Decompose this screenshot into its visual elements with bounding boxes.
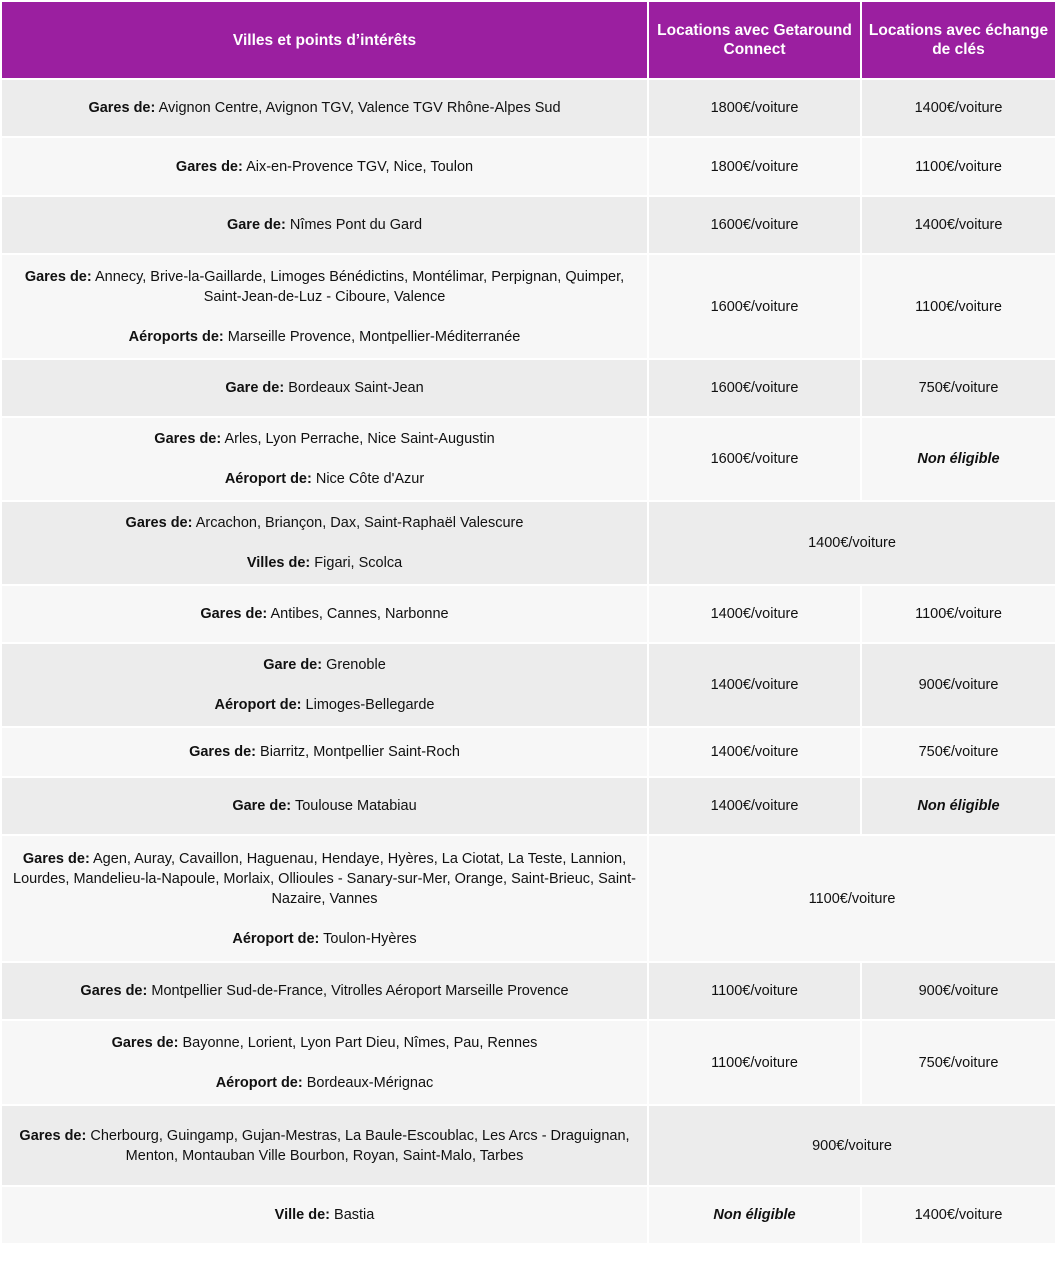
location-group bbox=[8, 513, 641, 533]
table-header-row bbox=[2, 2, 1055, 78]
price-connect-cell: 1600€/voiture bbox=[649, 197, 860, 253]
price-connect-cell: Non éligible bbox=[649, 1187, 860, 1243]
location-names: Limoges-Bellegarde bbox=[305, 697, 435, 713]
location-cell bbox=[2, 197, 647, 253]
location-group bbox=[8, 378, 641, 398]
location-cell bbox=[2, 836, 647, 961]
location-names: Nice Côte d'Azur bbox=[315, 471, 425, 487]
location-names: Marseille Provence, Montpellier-Méditerranée bbox=[227, 328, 521, 345]
table-row bbox=[2, 197, 1055, 253]
location-group bbox=[8, 553, 641, 573]
location-group bbox=[8, 742, 641, 762]
location-cell bbox=[2, 728, 647, 776]
price-keys-cell: 1100€/voiture bbox=[862, 138, 1055, 195]
location-group bbox=[8, 604, 641, 624]
location-group bbox=[8, 429, 641, 449]
price-keys-cell: 1100€/voiture bbox=[862, 255, 1055, 358]
price-both-cell: 1400€/voiture bbox=[649, 502, 1055, 584]
location-type-label: Gares de: bbox=[189, 744, 256, 760]
location-type-label: Gares de: bbox=[125, 515, 193, 531]
location-names: Grenoble bbox=[326, 657, 386, 673]
price-keys-cell: 1400€/voiture bbox=[862, 1187, 1055, 1243]
location-cell bbox=[2, 138, 647, 195]
location-cell bbox=[2, 502, 647, 584]
location-names: Antibes, Cannes, Narbonne bbox=[270, 606, 449, 622]
table-row bbox=[2, 728, 1055, 776]
price-connect-cell: 1400€/voiture bbox=[649, 586, 860, 642]
location-type-label: Gares de: bbox=[154, 431, 222, 447]
location-group bbox=[8, 1033, 641, 1053]
location-group bbox=[8, 157, 641, 177]
location-type-label: Villes de: bbox=[246, 555, 311, 571]
price-connect-cell: 1400€/voiture bbox=[649, 728, 860, 776]
location-type-label: Gares de: bbox=[111, 1034, 179, 1051]
price-keys-cell: 1100€/voiture bbox=[862, 586, 1055, 642]
header-key-exchange: Locations avec échange de clés bbox=[862, 2, 1055, 78]
location-type-label: Gare de: bbox=[232, 798, 292, 814]
location-names: Bordeaux Saint-Jean bbox=[288, 380, 424, 396]
table-row bbox=[2, 80, 1055, 136]
location-type-label: Gare de: bbox=[226, 217, 286, 233]
location-names: Toulouse Matabiau bbox=[294, 798, 417, 814]
price-connect-cell: 1100€/voiture bbox=[649, 963, 860, 1019]
location-cell bbox=[2, 1106, 647, 1185]
location-group bbox=[8, 929, 641, 949]
location-cell bbox=[2, 255, 647, 358]
header-getaround-connect: Locations avec Getaround Connect bbox=[649, 2, 860, 78]
price-connect-cell: 1400€/voiture bbox=[649, 644, 860, 726]
location-names: Avignon Centre, Avignon TGV, Valence TGV Rhône-Alpes Sud bbox=[158, 100, 561, 116]
location-group bbox=[8, 1205, 641, 1225]
location-type-label: Ville de: bbox=[274, 1207, 330, 1223]
location-type-label: Gares de: bbox=[80, 983, 148, 999]
location-type-label: Aéroport de: bbox=[232, 930, 320, 947]
location-names: Biarritz, Montpellier Saint-Roch bbox=[260, 744, 460, 760]
price-keys-cell: 750€/voiture bbox=[862, 728, 1055, 776]
price-connect-cell: 1600€/voiture bbox=[649, 255, 860, 358]
price-keys-cell: 900€/voiture bbox=[862, 963, 1055, 1019]
location-type-label: Aéroport de: bbox=[215, 1074, 303, 1091]
location-group bbox=[8, 695, 641, 715]
location-cell bbox=[2, 644, 647, 726]
table-row bbox=[2, 836, 1055, 961]
location-group bbox=[8, 849, 641, 909]
location-names: Agen, Auray, Cavaillon, Haguenau, Hendaye, Hyères, La Ciotat, La Teste, Lannion, Lourdes, Mandelieu-la-Napoule, Morlaix, Ollioules - Sanary-sur-Mer, Orange, Saint-Brieuc, Saint-Nazaire, Vannes bbox=[13, 850, 636, 907]
price-keys-cell: 1400€/voiture bbox=[862, 80, 1055, 136]
price-connect-cell: 1800€/voiture bbox=[649, 80, 860, 136]
table-row bbox=[2, 1187, 1055, 1243]
location-type-label: Gares de: bbox=[22, 850, 90, 867]
price-keys-cell: 750€/voiture bbox=[862, 1021, 1055, 1104]
location-type-label: Gare de: bbox=[263, 657, 323, 673]
location-names: Nîmes Pont du Gard bbox=[289, 217, 423, 233]
location-type-label: Gares de: bbox=[19, 1127, 87, 1144]
location-names: Bayonne, Lorient, Lyon Part Dieu, Nîmes, Pau, Rennes bbox=[182, 1034, 538, 1051]
location-names: Arles, Lyon Perrache, Nice Saint-Augustin bbox=[224, 431, 495, 447]
location-cell bbox=[2, 360, 647, 416]
location-cell bbox=[2, 418, 647, 500]
table-row bbox=[2, 502, 1055, 584]
price-connect-cell: 1800€/voiture bbox=[649, 138, 860, 195]
location-names: Aix-en-Provence TGV, Nice, Toulon bbox=[246, 158, 474, 175]
location-group bbox=[8, 1073, 641, 1093]
location-group bbox=[8, 267, 641, 307]
price-connect-cell: 1600€/voiture bbox=[649, 418, 860, 500]
location-group bbox=[8, 469, 641, 489]
location-group bbox=[8, 796, 641, 816]
table-row bbox=[2, 1106, 1055, 1185]
table-row bbox=[2, 586, 1055, 642]
location-names: Cherbourg, Guingamp, Gujan-Mestras, La Baule-Escoublac, Les Arcs - Draguignan, Menton, Montauban Ville Bourbon, Royan, Saint-Malo, Tarbes bbox=[90, 1127, 630, 1164]
location-type-label: Gares de: bbox=[175, 158, 243, 175]
location-group bbox=[8, 655, 641, 675]
price-keys-cell: Non éligible bbox=[862, 418, 1055, 500]
location-cell bbox=[2, 586, 647, 642]
location-names: Figari, Scolca bbox=[314, 555, 403, 571]
location-cell bbox=[2, 1187, 647, 1243]
price-connect-cell: 1400€/voiture bbox=[649, 778, 860, 834]
table-row bbox=[2, 963, 1055, 1019]
table-row bbox=[2, 1021, 1055, 1104]
location-names: Toulon-Hyères bbox=[323, 930, 417, 947]
table-row bbox=[2, 138, 1055, 195]
location-names: Montpellier Sud-de-France, Vitrolles Aéroport Marseille Provence bbox=[151, 983, 569, 999]
location-type-label: Gares de: bbox=[200, 606, 268, 622]
header-cities: Villes et points d’intérêts bbox=[2, 2, 647, 78]
price-connect-cell: 1600€/voiture bbox=[649, 360, 860, 416]
price-keys-cell: 900€/voiture bbox=[862, 644, 1055, 726]
location-names: Bordeaux-Mérignac bbox=[306, 1074, 434, 1091]
location-group bbox=[8, 1126, 641, 1166]
location-cell bbox=[2, 80, 647, 136]
table-body bbox=[2, 80, 1055, 1243]
location-names: Arcachon, Briançon, Dax, Saint-Raphaël Valescure bbox=[195, 515, 524, 531]
table-row bbox=[2, 418, 1055, 500]
price-both-cell: 900€/voiture bbox=[649, 1106, 1055, 1185]
location-type-label: Aéroports de: bbox=[128, 328, 224, 345]
table-row bbox=[2, 255, 1055, 358]
location-names: Annecy, Brive-la-Gaillarde, Limoges Bénédictins, Montélimar, Perpignan, Quimper, Saint-Jean-de-Luz - Ciboure, Valence bbox=[94, 268, 625, 305]
location-cell bbox=[2, 778, 647, 834]
location-type-label: Gares de: bbox=[88, 100, 156, 116]
location-group bbox=[8, 215, 641, 235]
price-keys-cell: Non éligible bbox=[862, 778, 1055, 834]
location-names: Bastia bbox=[334, 1207, 375, 1223]
location-type-label: Aéroport de: bbox=[224, 471, 312, 487]
location-type-label: Gares de: bbox=[24, 268, 92, 285]
location-group bbox=[8, 98, 641, 118]
location-group bbox=[8, 981, 641, 1001]
price-keys-cell: 1400€/voiture bbox=[862, 197, 1055, 253]
location-type-label: Gare de: bbox=[225, 380, 285, 396]
location-cell bbox=[2, 963, 647, 1019]
price-both-cell: 1100€/voiture bbox=[649, 836, 1055, 961]
table-row bbox=[2, 360, 1055, 416]
location-type-label: Aéroport de: bbox=[214, 697, 302, 713]
price-connect-cell: 1100€/voiture bbox=[649, 1021, 860, 1104]
table-row bbox=[2, 778, 1055, 834]
location-group bbox=[8, 327, 641, 347]
location-cell bbox=[2, 1021, 647, 1104]
price-keys-cell: 750€/voiture bbox=[862, 360, 1055, 416]
table-row bbox=[2, 644, 1055, 726]
